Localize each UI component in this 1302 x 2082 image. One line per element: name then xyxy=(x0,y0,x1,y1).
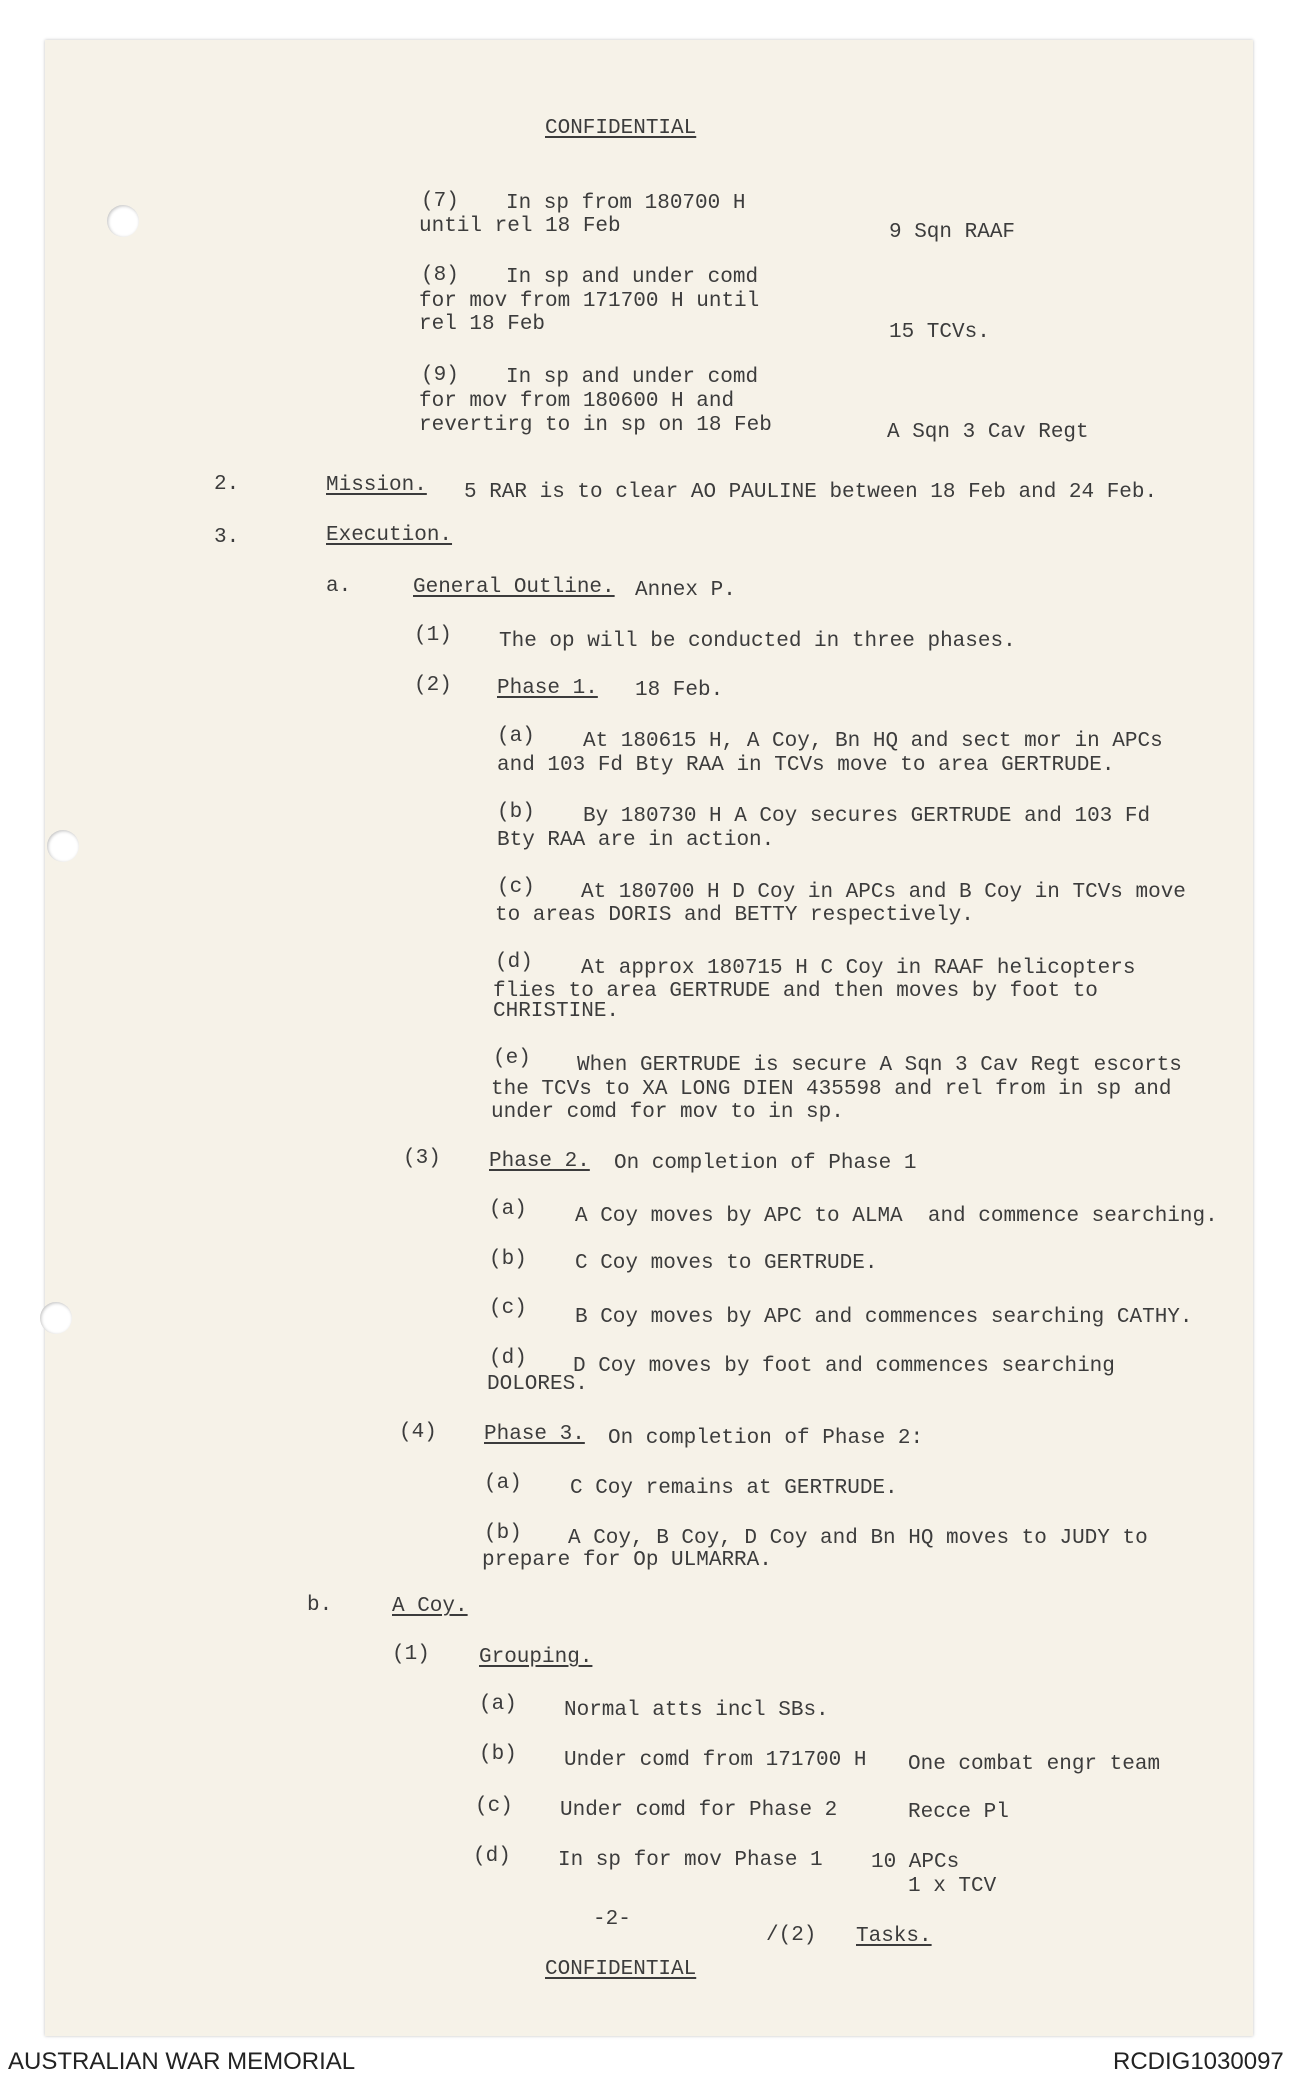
item-number: (3) xyxy=(403,1147,441,1170)
phase-subitem-letter: (b) xyxy=(497,801,535,824)
support-item-line: In sp and under comd xyxy=(506,366,759,389)
phase-subitem-line: prepare for Op ULMARRA. xyxy=(482,1549,772,1572)
footer-classification: CONFIDENTIAL xyxy=(545,1958,697,1981)
grouping-letter: (c) xyxy=(475,1795,513,1818)
phase-text: 18 Feb. xyxy=(635,679,724,702)
continuation-heading: Tasks. xyxy=(856,1925,932,1948)
grouping-right: One combat engr team xyxy=(908,1753,1161,1776)
phase-subitem-line: By 180730 H A Coy secures GERTRUDE and 103 Fd xyxy=(583,805,1151,828)
grouping-text: Normal atts incl SBs. xyxy=(564,1699,829,1722)
para-number: 3. xyxy=(214,526,240,549)
phase-text: On completion of Phase 2: xyxy=(608,1427,924,1450)
grouping-text: In sp for mov Phase 1 xyxy=(558,1849,823,1872)
phase-subitem-letter: (a) xyxy=(484,1472,522,1495)
phase-subitem-line: When GERTRUDE is secure A Sqn 3 Cav Regt escorts xyxy=(577,1054,1182,1077)
phase-subitem-line: under comd for mov to in sp. xyxy=(491,1101,844,1124)
phase-subitem-letter: (b) xyxy=(484,1522,522,1545)
punch-hole xyxy=(107,205,139,237)
item-text: The op will be conducted in three phases. xyxy=(499,630,1016,653)
phase-heading: Phase 1. xyxy=(497,677,598,700)
phase-subitem-line: flies to area GERTRUDE and then moves by foot to xyxy=(493,980,1098,1003)
support-item-line: rel 18 Feb xyxy=(419,313,546,336)
grouping-right: 1 x TCV xyxy=(908,1875,997,1898)
phase-subitem-letter: (c) xyxy=(489,1297,527,1320)
phase-subitem-line: B Coy moves by APC and commences searching CATHY. xyxy=(575,1306,1193,1329)
support-item-line: In sp from 180700 H xyxy=(506,192,746,215)
item-number: (4) xyxy=(399,1421,437,1444)
document-page xyxy=(45,40,1253,2036)
phase-subitem-line: At 180700 H D Coy in APCs and B Coy in TCVs move xyxy=(581,881,1186,904)
phase-subitem-letter: (d) xyxy=(495,951,533,974)
phase-subitem-letter: (e) xyxy=(493,1047,531,1070)
archive-label: AUSTRALIAN WAR MEMORIAL xyxy=(8,2048,356,2075)
grouping-right: 10 APCs xyxy=(871,1851,960,1874)
grouping-right: Recce Pl xyxy=(908,1801,1009,1824)
support-item-num: (9) xyxy=(421,364,459,387)
phase-subitem-line: A Coy moves by APC to ALMA and commence searching. xyxy=(575,1205,1218,1228)
support-item-unit: 9 Sqn RAAF xyxy=(889,221,1016,244)
support-item-unit: A Sqn 3 Cav Regt xyxy=(887,421,1089,444)
phase-subitem-line: CHRISTINE. xyxy=(493,1000,620,1023)
phase-subitem-line: and 103 Fd Bty RAA in TCVs move to area GERTRUDE. xyxy=(497,754,1115,777)
phase-subitem-line: D Coy moves by foot and commences searching xyxy=(573,1355,1115,1378)
phase-subitem-line: DOLORES. xyxy=(487,1373,588,1396)
para-number: 2. xyxy=(214,473,240,496)
support-item-line: until rel 18 Feb xyxy=(419,215,621,238)
page-number: -2- xyxy=(593,1908,631,1931)
grouping-letter: (d) xyxy=(473,1845,511,1868)
phase-subitem-letter: (a) xyxy=(497,725,535,748)
phase-subitem-line: At approx 180715 H C Coy in RAAF helicopters xyxy=(581,957,1136,980)
phase-subitem-line: A Coy, B Coy, D Coy and Bn HQ moves to JUDY to xyxy=(568,1527,1148,1550)
support-item-line: In sp and under comd xyxy=(506,266,759,289)
grouping-letter: (a) xyxy=(479,1693,517,1716)
phase-text: On completion of Phase 1 xyxy=(614,1152,917,1175)
grouping-text: Under comd from 171700 H xyxy=(564,1749,867,1772)
phase-subitem-letter: (b) xyxy=(489,1248,527,1271)
punch-hole xyxy=(40,1302,72,1334)
grouping-text: Under comd for Phase 2 xyxy=(560,1799,838,1822)
phase-subitem-line: to areas DORIS and BETTY respectively. xyxy=(495,904,974,927)
phase-subitem-line: C Coy remains at GERTRUDE. xyxy=(570,1477,898,1500)
archive-id: RCDIG1030097 xyxy=(1113,2048,1284,2075)
para-text: 5 RAR is to clear AO PAULINE between 18 Feb and 24 Feb. xyxy=(464,481,1158,504)
support-item-num: (8) xyxy=(421,264,459,287)
phase-subitem-letter: (d) xyxy=(489,1347,527,1370)
grouping-letter: (b) xyxy=(479,1743,517,1766)
support-item-line: revertirg to in sp on 18 Feb xyxy=(419,414,772,437)
item-number: (2) xyxy=(414,674,452,697)
sub-para-heading: General Outline. xyxy=(413,576,615,599)
phase-subitem-letter: (a) xyxy=(489,1198,527,1221)
sub-para-letter: b. xyxy=(307,1594,333,1617)
phase-heading: Phase 2. xyxy=(489,1150,590,1173)
item-number: (1) xyxy=(392,1643,430,1666)
item-number: (1) xyxy=(414,624,452,647)
grouping-heading: Grouping. xyxy=(479,1646,593,1669)
sub-para-heading: A Coy. xyxy=(392,1595,468,1618)
phase-subitem-line: Bty RAA are in action. xyxy=(497,829,775,852)
support-item-line: for mov from 180600 H and xyxy=(419,390,735,413)
support-item-num: (7) xyxy=(421,190,459,213)
continuation-prefix: /(2) xyxy=(766,1924,817,1947)
sub-para-letter: a. xyxy=(326,575,352,598)
phase-subitem-line: the TCVs to XA LONG DIEN 435598 and rel from in sp and xyxy=(491,1078,1172,1101)
phase-subitem-line: C Coy moves to GERTRUDE. xyxy=(575,1252,878,1275)
phase-heading: Phase 3. xyxy=(484,1423,585,1446)
para-heading: Mission. xyxy=(326,474,427,497)
phase-subitem-letter: (c) xyxy=(497,876,535,899)
support-item-line: for mov from 171700 H until xyxy=(419,290,760,313)
header-classification: CONFIDENTIAL xyxy=(545,117,697,140)
para-heading: Execution. xyxy=(326,524,453,547)
support-item-unit: 15 TCVs. xyxy=(889,321,990,344)
sub-para-text: Annex P. xyxy=(635,579,736,602)
phase-subitem-line: At 180615 H, A Coy, Bn HQ and sect mor in APCs xyxy=(583,730,1163,753)
punch-hole xyxy=(47,830,79,862)
